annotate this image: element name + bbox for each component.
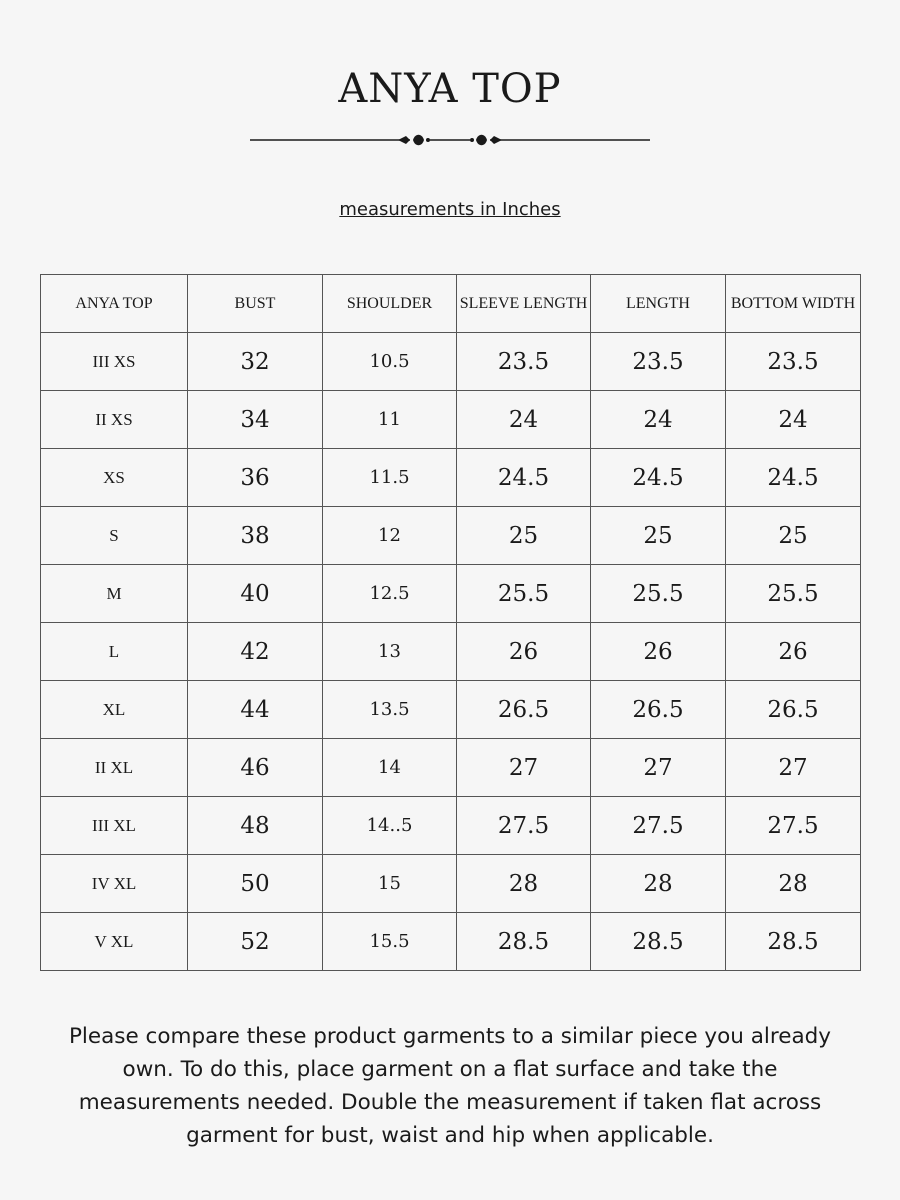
sleeve-length-cell: 23.5 [457, 333, 591, 391]
length-cell: 24.5 [591, 449, 726, 507]
header-bottom-width: BOTTOM WIDTH [726, 275, 861, 333]
shoulder-cell: 12.5 [323, 565, 457, 623]
size-cell: IV XL [41, 855, 188, 913]
table-row [41, 565, 861, 623]
bottom-width-cell: 24 [726, 391, 861, 449]
length-cell: 28.5 [591, 913, 726, 971]
bust-cell: 38 [188, 507, 323, 565]
bottom-width-cell: 23.5 [726, 333, 861, 391]
bust-cell: 32 [188, 333, 323, 391]
bust-cell: 42 [188, 623, 323, 681]
sleeve-length-cell: 24 [457, 391, 591, 449]
shoulder-cell: 11 [323, 391, 457, 449]
sleeve-length-cell: 27 [457, 739, 591, 797]
bottom-width-cell: 28.5 [726, 913, 861, 971]
shoulder-cell: 13.5 [323, 681, 457, 739]
sleeve-length-cell: 28.5 [457, 913, 591, 971]
bust-cell: 36 [188, 449, 323, 507]
table-row [41, 507, 861, 565]
shoulder-cell: 15.5 [323, 913, 457, 971]
table-header-row [41, 275, 861, 333]
header-shoulder: SHOULDER [323, 275, 457, 333]
sleeve-length-cell: 27.5 [457, 797, 591, 855]
bottom-width-cell: 25.5 [726, 565, 861, 623]
length-cell: 24 [591, 391, 726, 449]
table-row [41, 391, 861, 449]
shoulder-cell: 14..5 [323, 797, 457, 855]
header-bust: BUST [188, 275, 323, 333]
size-cell: III XS [41, 333, 188, 391]
bottom-width-cell: 27 [726, 739, 861, 797]
shoulder-cell: 13 [323, 623, 457, 681]
table-row [41, 855, 861, 913]
size-cell: M [41, 565, 188, 623]
units-subtitle: measurements in Inches [339, 199, 561, 220]
size-cell: L [41, 623, 188, 681]
table-row [41, 681, 861, 739]
bust-cell: 52 [188, 913, 323, 971]
shoulder-cell: 15 [323, 855, 457, 913]
length-cell: 26.5 [591, 681, 726, 739]
bottom-width-cell: 27.5 [726, 797, 861, 855]
size-cell: III XL [41, 797, 188, 855]
bottom-width-cell: 25 [726, 507, 861, 565]
table-row [41, 797, 861, 855]
sleeve-length-cell: 28 [457, 855, 591, 913]
table-row [41, 333, 861, 391]
size-cell: XL [41, 681, 188, 739]
size-cell: S [41, 507, 188, 565]
size-chart-table [40, 274, 861, 971]
bust-cell: 48 [188, 797, 323, 855]
measuring-instructions: Please compare these product garments to a similar piece you already own. To do this, place garment on a flat surface and take the measurements needed. Double the measurement if taken flat across garment for bust, waist and hip when applicable. [68, 1024, 832, 1148]
size-cell: II XS [41, 391, 188, 449]
table-row [41, 739, 861, 797]
sleeve-length-cell: 25.5 [457, 565, 591, 623]
length-cell: 26 [591, 623, 726, 681]
sleeve-length-cell: 26 [457, 623, 591, 681]
length-cell: 28 [591, 855, 726, 913]
length-cell: 25.5 [591, 565, 726, 623]
page-title: ANYA TOP [338, 66, 562, 112]
bust-cell: 40 [188, 565, 323, 623]
size-cell: XS [41, 449, 188, 507]
table-row [41, 913, 861, 971]
length-cell: 27.5 [591, 797, 726, 855]
length-cell: 25 [591, 507, 726, 565]
header-size: ANYA TOP [41, 275, 188, 333]
bust-cell: 34 [188, 391, 323, 449]
bust-cell: 46 [188, 739, 323, 797]
size-cell: V XL [41, 913, 188, 971]
sleeve-length-cell: 25 [457, 507, 591, 565]
table-row [41, 449, 861, 507]
sleeve-length-cell: 26.5 [457, 681, 591, 739]
header-sleeve-length: SLEEVE LENGTH [457, 275, 591, 333]
bottom-width-cell: 28 [726, 855, 861, 913]
length-cell: 23.5 [591, 333, 726, 391]
ornament-divider-icon [250, 128, 650, 152]
bust-cell: 44 [188, 681, 323, 739]
size-cell: II XL [41, 739, 188, 797]
shoulder-cell: 12 [323, 507, 457, 565]
length-cell: 27 [591, 739, 726, 797]
header-length: LENGTH [591, 275, 726, 333]
shoulder-cell: 11.5 [323, 449, 457, 507]
bust-cell: 50 [188, 855, 323, 913]
bottom-width-cell: 26 [726, 623, 861, 681]
table-row [41, 623, 861, 681]
bottom-width-cell: 26.5 [726, 681, 861, 739]
sleeve-length-cell: 24.5 [457, 449, 591, 507]
shoulder-cell: 10.5 [323, 333, 457, 391]
shoulder-cell: 14 [323, 739, 457, 797]
bottom-width-cell: 24.5 [726, 449, 861, 507]
